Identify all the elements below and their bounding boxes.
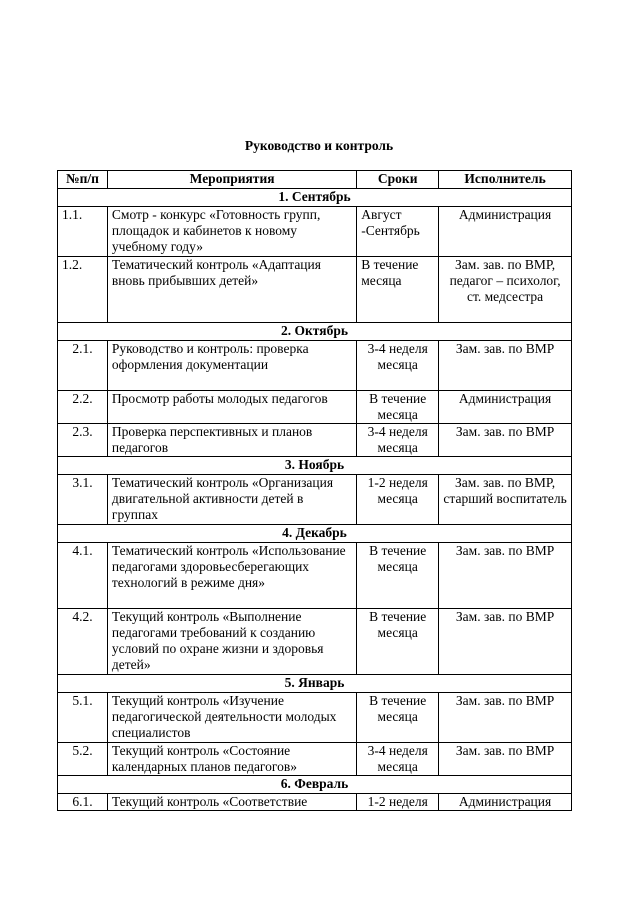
table-row [58,391,572,424]
row-executor: Зам. зав. по ВМР [439,743,572,776]
row-number: 1.1. [58,207,108,257]
row-term: 1-2 неделя [357,794,439,811]
row-event: Просмотр работы молодых педагогов [107,391,356,424]
row-executor: Администрация [439,794,572,811]
page-title: Руководство и контроль [244,138,394,153]
table-row [58,794,572,811]
row-event: Руководство и контроль: проверка оформления документации [107,341,356,391]
section-row [58,323,572,341]
table-row [58,257,572,323]
row-event: Тематический контроль «Организация двигательной активности детей в группах [107,475,356,525]
row-number: 2.3. [58,424,108,457]
table-row [58,475,572,525]
row-number: 6.1. [58,794,108,811]
row-term: 3-4 неделя месяца [357,341,439,391]
row-term: 1-2 неделя месяца [357,475,439,525]
row-term: В течение месяца [357,391,439,424]
section-row [58,457,572,475]
table-row [58,341,572,391]
row-event: Смотр - конкурс «Готовность групп, площадок и кабинетов к новому учебному году» [107,207,356,257]
row-number: 2.2. [58,391,108,424]
table-row [58,693,572,743]
row-executor: Администрация [439,207,572,257]
row-term: В течение месяца [357,257,439,323]
row-executor: Зам. зав. по ВМР [439,424,572,457]
row-event: Текущий контроль «Выполнение педагогами требований к созданию условий по охране жизни и здоровья детей» [107,609,356,675]
header-executor: Исполнитель [439,171,572,189]
section-label: 2. Октябрь [58,323,572,341]
section-label: 1. Сентябрь [58,189,572,207]
row-number: 5.1. [58,693,108,743]
table-header-row [58,171,572,189]
section-label: 3. Ноябрь [58,457,572,475]
row-term: 3-4 неделя месяца [357,424,439,457]
row-executor: Администрация [439,391,572,424]
row-event: Текущий контроль «Изучение педагогической деятельности молодых специалистов [107,693,356,743]
row-executor: Зам. зав. по ВМР, старший воспитатель [439,475,572,525]
section-row [58,525,572,543]
table-row [58,543,572,609]
section-row [58,776,572,794]
row-event: Текущий контроль «Состояние календарных планов педагогов» [107,743,356,776]
row-term: В течение месяца [357,609,439,675]
row-term: В течение месяца [357,693,439,743]
row-event: Текущий контроль «Соответствие [107,794,356,811]
row-number: 2.1. [58,341,108,391]
row-term: 3-4 неделя месяца [357,743,439,776]
header-number: №п/п [58,171,108,189]
header-events: Мероприятия [107,171,356,189]
section-row [58,189,572,207]
table-row [58,609,572,675]
row-number: 3.1. [58,475,108,525]
header-terms: Сроки [357,171,439,189]
row-term: Август -Сентябрь [357,207,439,257]
row-event: Проверка перспективных и планов педагогов [107,424,356,457]
row-term: В течение месяца [357,543,439,609]
section-label: 4. Декабрь [58,525,572,543]
row-executor: Зам. зав. по ВМР, педагог – психолог, ст. медсестра [439,257,572,323]
section-row [58,675,572,693]
row-executor: Зам. зав. по ВМР [439,341,572,391]
row-number: 1.2. [58,257,108,323]
section-label: 6. Февраль [58,776,572,794]
row-executor: Зам. зав. по ВМР [439,693,572,743]
row-executor: Зам. зав. по ВМР [439,609,572,675]
section-label: 5. Январь [58,675,572,693]
control-table [57,170,572,811]
row-number: 5.2. [58,743,108,776]
table-row [58,743,572,776]
row-event: Тематический контроль «Использование педагогами здоровьесберегающих технологий в режиме дня» [107,543,356,609]
row-executor: Зам. зав. по ВМР [439,543,572,609]
row-number: 4.1. [58,543,108,609]
table-row [58,424,572,457]
row-event: Тематический контроль «Адаптация вновь прибывших детей» [107,257,356,323]
table-row [58,207,572,257]
row-number: 4.2. [58,609,108,675]
